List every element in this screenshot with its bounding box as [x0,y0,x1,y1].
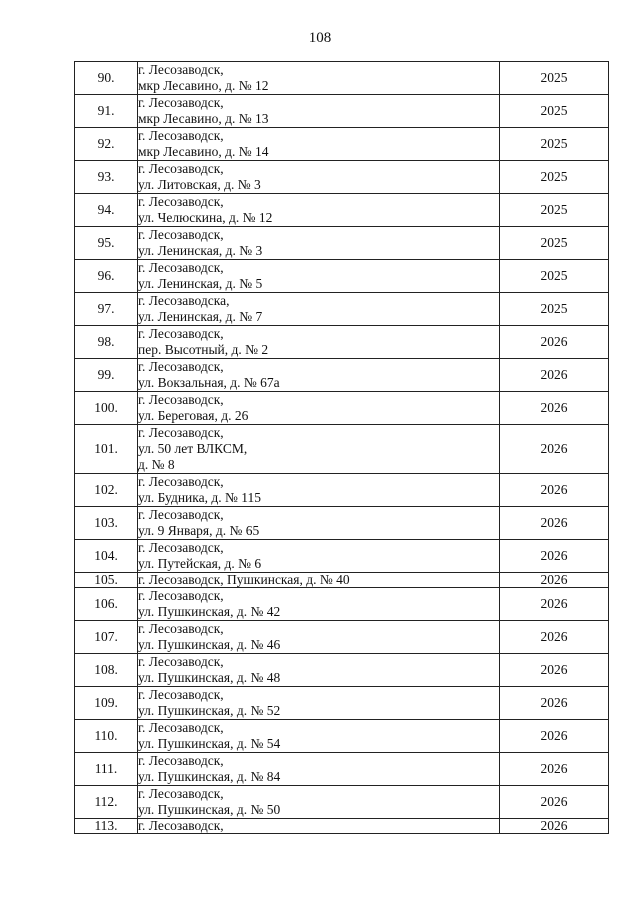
address-line: г. Лесозаводск, [138,786,224,801]
address-line: г. Лесозаводск, [138,540,224,555]
row-number: 106. [75,588,138,621]
address-line: г. Лесозаводск, Пушкинская, д. № 40 [138,572,350,587]
address-line: ул. Челюскина, д. № 12 [138,210,273,225]
address-line: пер. Высотный, д. № 2 [138,342,269,357]
address-line: г. Лесозаводск, [138,326,224,341]
row-number: 105. [75,573,138,588]
address-line: г. Лесозаводск, [138,720,224,735]
address-cell [138,227,500,260]
table-row [75,720,609,753]
row-number: 91. [75,95,138,128]
year-cell: 2025 [500,293,609,326]
address-line: г. Лесозаводск, [138,654,224,669]
address-line: г. Лесозаводск, [138,62,224,77]
row-number: 112. [75,786,138,819]
table-row [75,194,609,227]
year-cell: 2026 [500,425,609,474]
address-cell [138,819,500,834]
table-row [75,260,609,293]
address-cell [138,326,500,359]
address-line: мкр Лесавино, д. № 12 [138,78,269,93]
address-line: ул. Ленинская, д. № 5 [138,276,263,291]
table-row [75,392,609,425]
address-cell [138,687,500,720]
year-cell: 2026 [500,786,609,819]
row-number: 94. [75,194,138,227]
table-row [75,621,609,654]
address-cell [138,507,500,540]
address-cell [138,194,500,227]
housing-registry-table [74,61,609,834]
address-line: ул. 50 лет ВЛКСМ, [138,441,248,456]
address-line: г. Лесозаводска, [138,293,230,308]
address-line: г. Лесозаводск, [138,227,224,242]
address-line: г. Лесозаводск, [138,687,224,702]
row-number: 111. [75,753,138,786]
address-cell [138,359,500,392]
address-line: ул. Ленинская, д. № 7 [138,309,263,324]
address-cell [138,392,500,425]
table-row [75,588,609,621]
address-cell [138,260,500,293]
year-cell: 2026 [500,392,609,425]
table-row [75,819,609,834]
address-cell [138,293,500,326]
row-number: 99. [75,359,138,392]
address-line: ул. Будника, д. № 115 [138,490,261,505]
year-cell: 2026 [500,621,609,654]
address-cell [138,621,500,654]
address-line: ул. Литовская, д. № 3 [138,177,261,192]
year-cell: 2025 [500,128,609,161]
table-row [75,507,609,540]
table-row [75,573,609,588]
year-cell: 2026 [500,573,609,588]
year-cell: 2025 [500,227,609,260]
row-number: 90. [75,62,138,95]
row-number: 98. [75,326,138,359]
year-cell: 2026 [500,819,609,834]
address-line: ул. Путейская, д. № 6 [138,556,262,571]
table-row [75,474,609,507]
row-number: 104. [75,540,138,573]
address-cell [138,95,500,128]
table-row [75,654,609,687]
table-row [75,786,609,819]
address-line: ул. Пушкинская, д. № 50 [138,802,281,817]
table-row [75,161,609,194]
address-cell [138,573,500,588]
row-number: 102. [75,474,138,507]
row-number: 109. [75,687,138,720]
address-line: г. Лесозаводск, [138,359,224,374]
year-cell: 2026 [500,720,609,753]
address-line: мкр Лесавино, д. № 13 [138,111,269,126]
row-number: 95. [75,227,138,260]
year-cell: 2025 [500,161,609,194]
year-cell: 2025 [500,62,609,95]
address-line: ул. Пушкинская, д. № 84 [138,769,281,784]
address-cell [138,588,500,621]
address-line: ул. Береговая, д. 26 [138,408,249,423]
year-cell: 2026 [500,359,609,392]
address-line: г. Лесозаводск, [138,588,224,603]
table-row [75,293,609,326]
address-line: ул. Пушкинская, д. № 52 [138,703,281,718]
table-row [75,425,609,474]
address-line: г. Лесозаводск, [138,194,224,209]
row-number: 107. [75,621,138,654]
address-line: г. Лесозаводск, [138,474,224,489]
address-cell [138,425,500,474]
address-cell [138,161,500,194]
year-cell: 2026 [500,588,609,621]
year-cell: 2026 [500,753,609,786]
table-row [75,359,609,392]
year-cell: 2026 [500,474,609,507]
year-cell: 2026 [500,507,609,540]
row-number: 110. [75,720,138,753]
table-row [75,227,609,260]
address-line: ул. Вокзальная, д. № 67а [138,375,280,390]
address-cell [138,786,500,819]
table-row [75,326,609,359]
registry-body [75,62,609,834]
year-cell: 2026 [500,687,609,720]
row-number: 92. [75,128,138,161]
page-number: 108 [308,30,332,46]
address-line: г. Лесозаводск, [138,621,224,636]
row-number: 100. [75,392,138,425]
table-row [75,687,609,720]
address-line: г. Лесозаводск, [138,128,224,143]
address-line: ул. Пушкинская, д. № 42 [138,604,281,619]
address-line: г. Лесозаводск, [138,392,224,407]
table-row [75,753,609,786]
address-cell [138,474,500,507]
address-cell [138,128,500,161]
row-number: 93. [75,161,138,194]
year-cell: 2025 [500,260,609,293]
row-number: 101. [75,425,138,474]
table-row [75,128,609,161]
year-cell: 2026 [500,326,609,359]
address-line: д. № 8 [138,457,175,472]
table-row [75,540,609,573]
address-line: г. Лесозаводск, [138,95,224,110]
row-number: 108. [75,654,138,687]
address-line: г. Лесозаводск, [138,425,224,440]
row-number: 103. [75,507,138,540]
address-cell [138,540,500,573]
address-line: г. Лесозаводск, [138,507,224,522]
row-number: 97. [75,293,138,326]
address-line: ул. Ленинская, д. № 3 [138,243,263,258]
row-number: 113. [75,819,138,834]
address-cell [138,753,500,786]
address-cell [138,720,500,753]
address-line: г. Лесозаводск, [138,753,224,768]
year-cell: 2025 [500,95,609,128]
year-cell: 2025 [500,194,609,227]
address-line: ул. Пушкинская, д. № 46 [138,637,281,652]
address-line: ул. 9 Января, д. № 65 [138,523,260,538]
address-cell [138,62,500,95]
table-row [75,62,609,95]
row-number: 96. [75,260,138,293]
address-line: г. Лесозаводск, [138,161,224,176]
year-cell: 2026 [500,654,609,687]
address-cell [138,654,500,687]
address-line: г. Лесозаводск, [138,818,224,833]
address-line: ул. Пушкинская, д. № 54 [138,736,281,751]
address-line: ул. Пушкинская, д. № 48 [138,670,281,685]
address-line: г. Лесозаводск, [138,260,224,275]
year-cell: 2026 [500,540,609,573]
table-row [75,95,609,128]
address-line: мкр Лесавино, д. № 14 [138,144,269,159]
